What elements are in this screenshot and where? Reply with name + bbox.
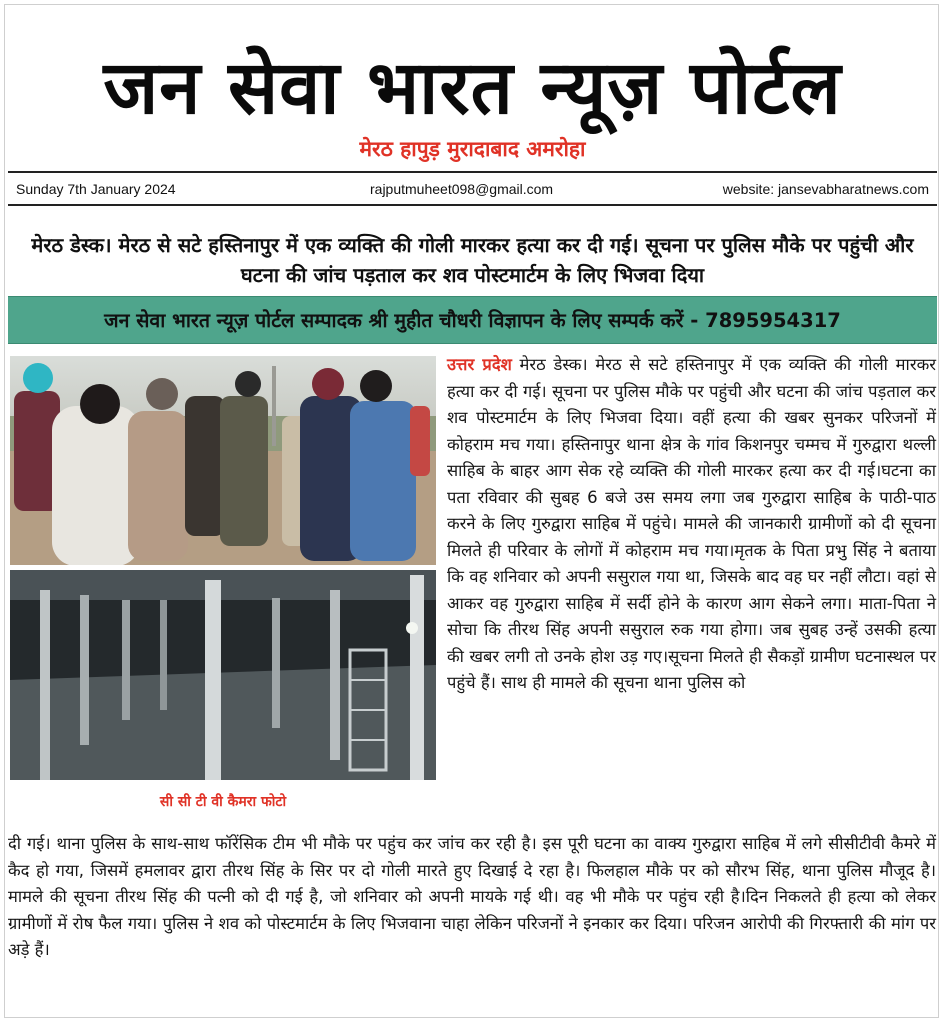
scene-photo [10, 356, 436, 565]
cctv-photo-illustration [10, 570, 436, 780]
banner-text: जन सेवा भारत न्यूज़ पोर्टल सम्पादक श्री मुहीत चौधरी विज्ञापन के लिए सम्पर्क करें - 7895954317 [104, 309, 841, 332]
masthead-title: जन सेवा भारत न्यूज़ पोर्टल [103, 45, 842, 131]
headline: मेरठ डेस्क। मेरठ से सटे हस्तिनापुर में एक व्यक्ति की गोली मारकर हत्या कर दी गई। सूचना पर पुलिस मौके पर पहुंची और घटना की जांच पड़ताल कर शव पोस्टमार्टम के लिए भिजवा दिया [31, 233, 914, 287]
article-continuation: दी गई। थाना पुलिस के साथ-साथ फॉरेंसिक टीम भी मौके पर पहुंच कर जांच कर रही है। इस पूरी घटना का वाक्य गुरुद्वारा साहिब में लगे सीसीटीवी कैमरे में कैद हो गया, जिसमें हमलावर द्वारा तीरथ सिंह के सिर पर दो गोली मारते हुए दिखाई दे रहा है। फिलहाल मौके पर को सौरभ सिंह, थाना पुलिस मौजूद है। मामले की सूचना तीरथ सिंह की पत्नी को दी गई है, जो शनिवार को अपनी मायके गई थी। वह भी मौके पर पहुंच रही है।दिन निकलते ही हत्या को लेकर ग्रामीणों में रोष फैल गया। पुलिस ने शव को पोस्टमार्टम के लिए भिजवाना चाहा लेकिन परिजनों ने इनकार कर दिया। परिजन आरोपी की गिरफ्तारी की मांग पर अड़े हैं। [8, 834, 936, 959]
article-column [447, 352, 936, 697]
contact-email[interactable]: rajputmuheet098@gmail.com [370, 181, 554, 197]
masthead-cities: मेरठ हापुड़ मुरादाबाद अमरोहा [359, 137, 586, 161]
cctv-photo [10, 570, 436, 780]
website-link[interactable]: website: jansevabharatnews.com [722, 181, 929, 197]
contact-banner [8, 296, 937, 344]
info-bar [16, 177, 929, 201]
divider-top [8, 171, 937, 173]
scene-photo-illustration [10, 356, 436, 565]
divider-bottom [8, 204, 937, 206]
photo-caption: सी सी टी वी कैमरा फोटो [159, 794, 287, 810]
article-column-text: मेरठ डेस्क। मेरठ से सटे हस्तिनापुर में एक व्यक्ति की गोली मारकर हत्या कर दी गई। सूचना पर पुलिस मौके पर पहुंची और घटना की जांच पड़ताल कर शव पोस्टमार्टम के लिए भिजवा दिया। वहीं हत्या की खबर सुनकर परिजनों में कोहराम मच गया। हस्तिनापुर थाना क्षेत्र के गांव किशनपुर चम्मच में गुरुद्वारा थल्ली साहिब के बाहर आग सेक रहे व्यक्ति की गोली मारकर हत्या कर दी गई।घटना का पता रविवार की सुबह 6 बजे उस समय लगा जब गुरुद्वारा साहिब के पाठी-पाठ करने के लिए गुरुद्वारा साहिब में पहुंचे। मामले की जानकारी ग्रामीणों को दी सूचना मिलते ही परिवार के लोगों में कोहराम मच गया।मृतक के पिता प्रभु सिंह ने बताया कि वह शनिवार को अपनी ससुराल गया था, जिसके बाद वह घर नहीं लौटा। वहां से आकर वह गुरुद्वारा साहिब में सर्दी होने के कारण आग सेकने लगा। माता-पिता ने सोचा कि तीरथ सिंह अपनी ससुराल रुक गया होगा। जब सुबह उन्हें उसकी हत्या की खबर लगी तो उनके होश उड़ गए।सूचना मिलते ही सैकड़ों ग्रामीण घटनास्थल पर पहुंचे हैं। साथ ही मामले की सूचना थाना पुलिस को [447, 355, 936, 692]
article-lead: उत्तर प्रदेश [447, 355, 512, 374]
issue-date: Sunday 7th January 2024 [16, 181, 176, 197]
